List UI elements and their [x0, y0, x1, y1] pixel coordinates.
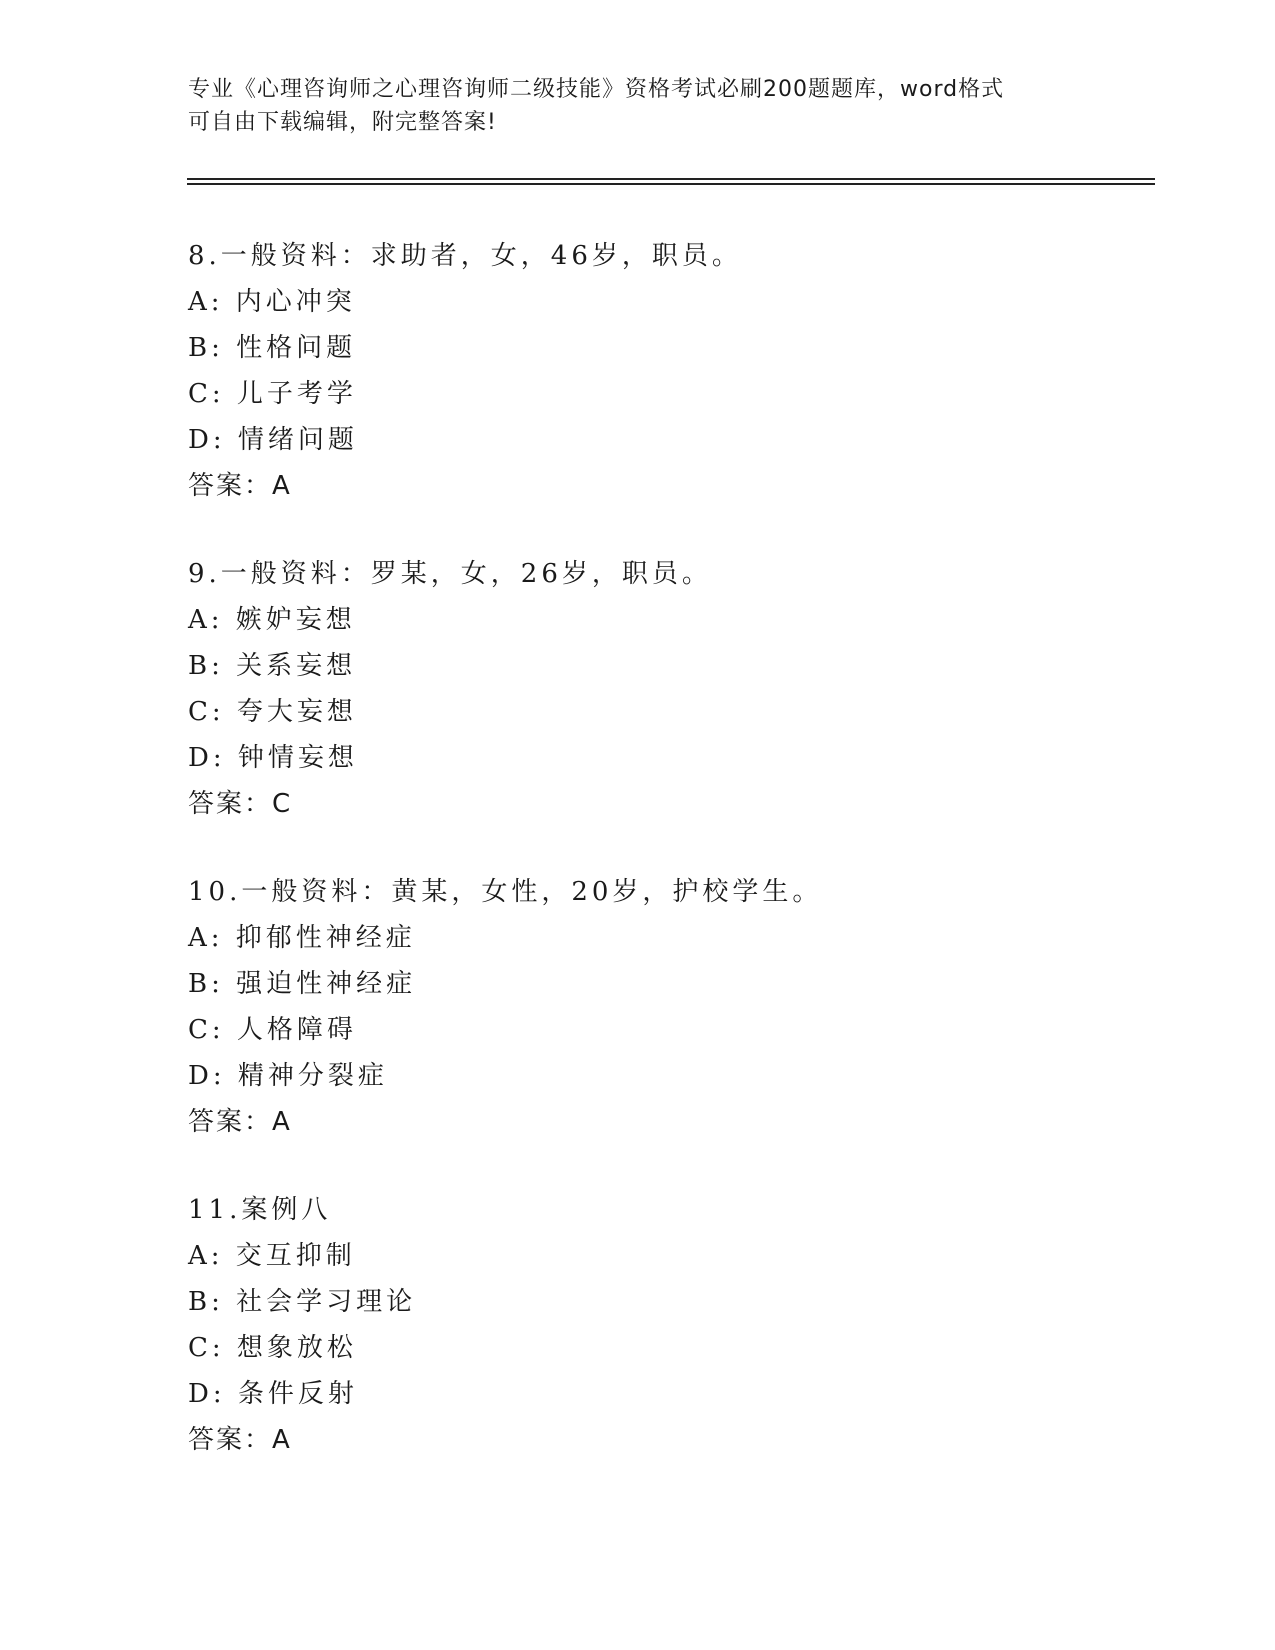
- option-d: D: 精神分裂症: [188, 1061, 388, 1091]
- option-b: B: 关系妄想: [188, 651, 357, 681]
- question-stem: 8.一般资料：求助者，女，46岁，职员。: [188, 241, 742, 271]
- header-divider-bottom: [187, 183, 1155, 185]
- option-a: A: 内心冲突: [188, 287, 356, 317]
- answer-text: 答案：A: [188, 1107, 292, 1137]
- question-stem: 9.一般资料：罗某，女，26岁，职员。: [188, 559, 712, 589]
- answer-text: 答案：A: [188, 471, 292, 501]
- option-d: D: 情绪问题: [188, 425, 358, 455]
- question-stem: 10.一般资料：黄某，女性，20岁，护校学生。: [188, 877, 823, 907]
- option-c: C: 人格障碍: [188, 1015, 357, 1045]
- option-d: D: 钟情妄想: [188, 743, 358, 773]
- question-block: [188, 233, 1088, 509]
- option-c: C: 想象放松: [188, 1333, 357, 1363]
- option-b: B: 社会学习理论: [188, 1287, 417, 1317]
- option-d: D: 条件反射: [188, 1379, 358, 1409]
- option-a: A: 抑郁性神经症: [188, 923, 416, 953]
- option-a: A: 交互抑制: [188, 1241, 356, 1271]
- answer-text: 答案：A: [188, 1425, 292, 1455]
- question-block: [188, 551, 1088, 827]
- option-c: C: 儿子考学: [188, 379, 357, 409]
- question-block: [188, 1187, 1088, 1463]
- question-block: [188, 869, 1088, 1145]
- answer-text: 答案：C: [188, 789, 293, 819]
- option-b: B: 性格问题: [188, 333, 357, 363]
- header-line-2: 可自由下载编辑，附完整答案!: [188, 110, 497, 135]
- option-c: C: 夸大妄想: [188, 697, 357, 727]
- option-b: B: 强迫性神经症: [188, 969, 417, 999]
- document-header: [188, 73, 1088, 139]
- header-divider-top: [187, 178, 1155, 180]
- header-line-1: 专业《心理咨询师之心理咨询师二级技能》资格考试必刷200题题库，word格式: [188, 77, 1005, 102]
- question-stem: 11.案例八: [188, 1195, 332, 1225]
- option-a: A: 嫉妒妄想: [188, 605, 356, 635]
